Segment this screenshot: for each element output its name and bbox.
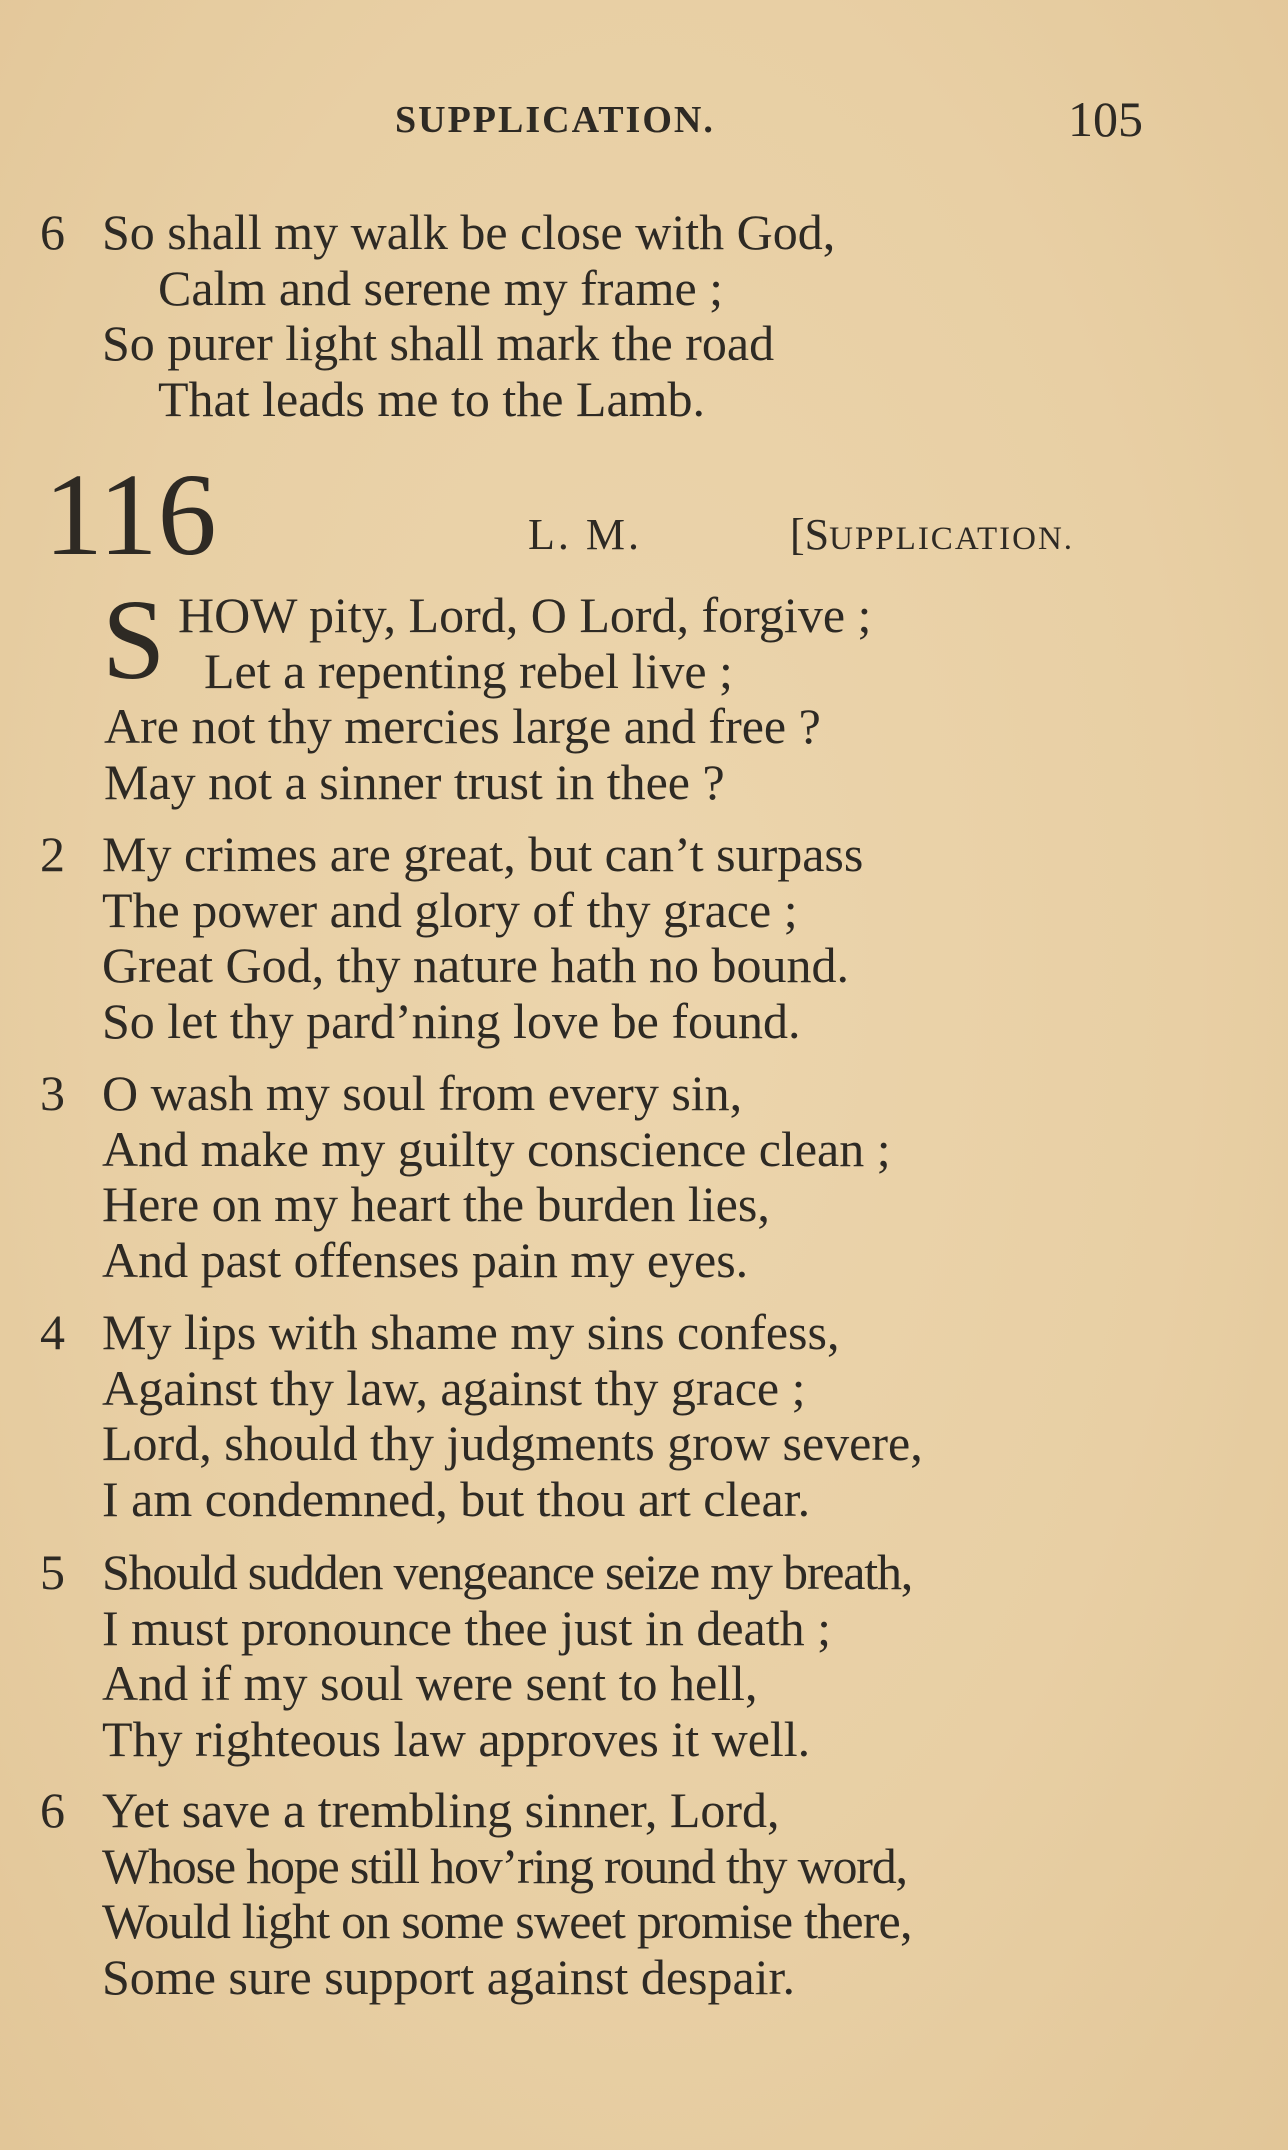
stanza-line <box>40 1066 1260 1122</box>
stanza-line: I am condemned, but thou art clear. <box>102 1470 811 1527</box>
stanza-line: Here on my heart the burden lies, <box>102 1176 770 1232</box>
stanza-number: 3 <box>40 1065 65 1121</box>
hymn-topic-rest: UPPLICATION. <box>829 521 1075 557</box>
hymn-stanza-1 <box>102 576 1264 810</box>
stanza-number: 6 <box>40 204 65 260</box>
running-head <box>0 90 1288 150</box>
stanza-line: Are not thy mercies large and free ? <box>104 698 821 754</box>
drop-cap: S <box>102 576 166 703</box>
stanza-line: That leads me to the Lamb. <box>158 370 706 427</box>
stanza-line-text: My crimes are great, but can’t surpass <box>102 826 864 882</box>
stanza-line: The power and glory of thy grace ; <box>102 881 798 938</box>
stanza-line: Calm and serene my frame ; <box>158 259 724 316</box>
stanza-line-text: My lips with shame my sins confess, <box>102 1304 840 1360</box>
hymn-number: 116 <box>44 449 217 580</box>
hymn-topic <box>790 509 1074 560</box>
stanza-line: And if my soul were sent to hell, <box>102 1655 758 1711</box>
stanza-line: Thy righteous law approves it well. <box>102 1710 811 1767</box>
stanza-line <box>40 827 1260 883</box>
hymn-stanza-6 <box>40 1783 1260 2005</box>
stanza-line: Whose hope still hov’ring round thy word, <box>102 1837 907 1894</box>
stanza-line-text: Should sudden vengeance seize my breath, <box>102 1544 913 1600</box>
hymn-stanza-2 <box>40 827 1260 1049</box>
stanza-number: 6 <box>40 1782 65 1838</box>
stanza-line <box>40 1305 1260 1361</box>
stanza-line: Lord, should thy judgments grow severe, <box>102 1415 923 1471</box>
stanza-line: Let a repenting rebel live ; <box>204 642 733 699</box>
stanza-line-text: O wash my soul from every sin, <box>102 1065 743 1121</box>
stanza-line <box>40 1545 1260 1601</box>
hymn-stanza-3 <box>40 1066 1260 1288</box>
stanza-line: Great God, thy nature hath no bound. <box>102 937 850 993</box>
stanza-line: I must pronounce thee just in death ; <box>102 1599 832 1656</box>
stanza-line: May not a sinner trust in thee ? <box>104 753 725 810</box>
stanza-number: 4 <box>40 1304 65 1360</box>
stanza-line-text: Yet save a trembling sinner, Lord, <box>102 1782 780 1838</box>
stanza-line: Some sure support against despair. <box>102 1948 795 2005</box>
hymn-stanza-4 <box>40 1305 1260 1527</box>
stanza-number: 5 <box>40 1544 65 1600</box>
stanza-number: 2 <box>40 826 65 882</box>
stanza-line: So purer light shall mark the road <box>102 315 775 371</box>
stanza-line: Against thy law, against thy grace ; <box>102 1359 806 1416</box>
stanza-line: HOW pity, Lord, O Lord, forgive ; <box>178 587 872 643</box>
page-number: 105 <box>1068 91 1143 147</box>
hymn-header <box>0 449 1288 585</box>
hymn-stanza-5 <box>40 1545 1260 1767</box>
stanza-line <box>40 205 1260 261</box>
stanza-line-text: So shall my walk be close with God, <box>102 204 836 260</box>
hymn-meter: L. M. <box>528 510 642 559</box>
stanza-line: So let thy pard’ning love be found. <box>102 992 801 1049</box>
stanza-line: Would light on some sweet promise there, <box>102 1893 912 1949</box>
stanza-line <box>40 1783 1260 1839</box>
stanza-line: And past offenses pain my eyes. <box>102 1231 749 1288</box>
hymn-topic-initial: [S <box>790 510 830 559</box>
stanza-line: And make my guilty conscience clean ; <box>102 1120 891 1177</box>
previous-hymn-stanza-6 <box>40 205 1260 427</box>
running-title: SUPPLICATION. <box>395 99 715 141</box>
